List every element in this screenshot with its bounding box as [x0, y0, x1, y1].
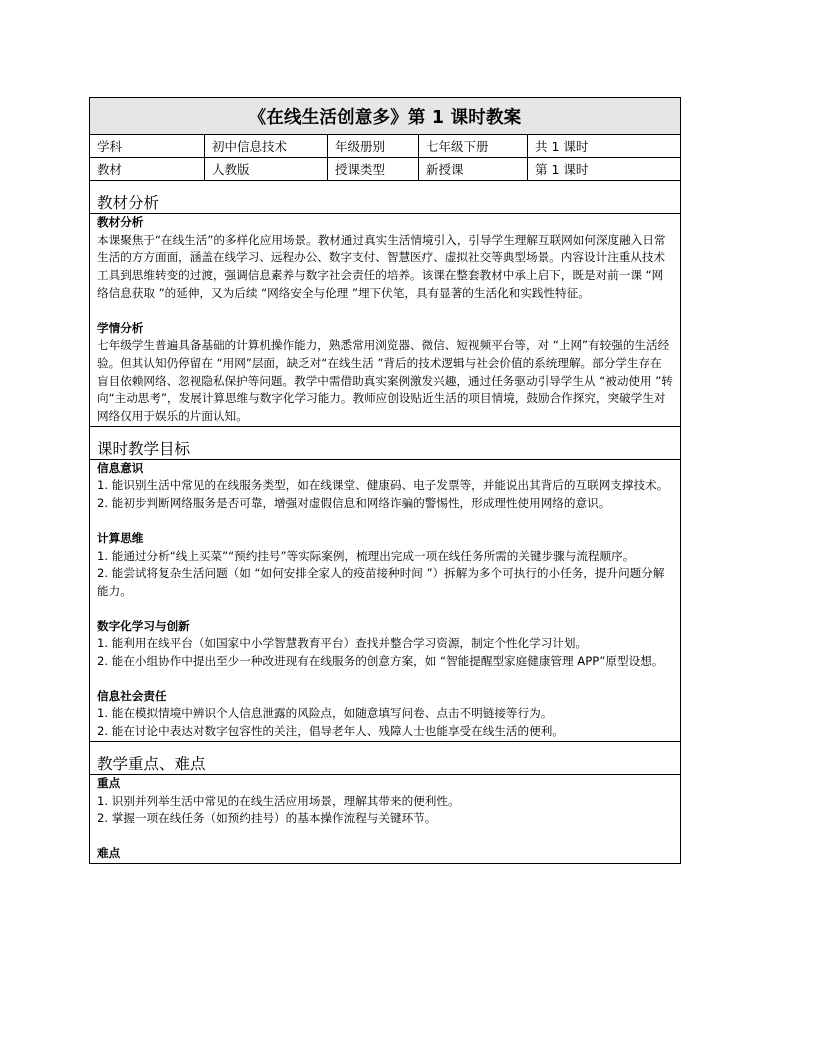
section-heading-keypoints: 教学重点、难点 [90, 741, 681, 774]
textbook-analysis-text: 本课聚焦于“在线生活”的多样化应用场景。教材通过真实生活情境引入，引导学生理解互联网如何深度融入日常生活的方方面面，涵盖在线学习、远程办公、数字支付、智慧医疗、虚拟社交等典型场景。内容设计注重从技术工具到思维转变的过渡，强调信息素养与数字社会责任的培养。该课在整套教材中承上启下，既是对前一课 “网络信息获取 ”的延伸，又为后续 “网络安全与伦理 ”埋下伏笔，具有显著的生活化和实践性特征。 [97, 232, 666, 300]
objective-item: 1. 能通过分析“线上买菜”“预约挂号”等实际案例，梳理出完成一项在线任务所需的关键步骤与流程顺序。 [97, 548, 635, 563]
learner-analysis-text: 七年级学生普遍具备基础的计算机操作能力，熟悉常用浏览器、微信、短视频平台等，对 “上网”有较强的生活经验。但其认知仍停留在 “用网”层面，缺乏对“在线生活 ”背后的技术逻辑与社会价值的系统理解。部分学生存在盲目依赖网络、忽视隐私保护等问题。教学中需借助真实案例激发兴趣，通过任务驱动引导学生从 “被动使用 ”转向“主动思考”，发展计算思维与数字化学习能力。教师应创设贴近生活的项目情境，鼓励合作探究，突破学生对网络仅用于娱乐的片面认知。 [97, 338, 673, 424]
info-cell: 授课类型 [328, 158, 419, 181]
section-heading-analysis: 教材分析 [90, 181, 681, 214]
objective-item: 1. 能利用在线平台（如国家中小学智慧教育平台）查找并整合学习资源，制定个性化学习计划。 [97, 636, 588, 651]
lesson-plan-table [89, 97, 681, 864]
info-cell: 新授课 [419, 158, 528, 181]
section-heading-objectives: 课时教学目标 [90, 426, 681, 459]
objective-item: 1. 能在模拟情境中辨识个人信息泄露的风险点，如随意填写问卷、点击不明链接等行为。 [97, 706, 553, 721]
info-cell: 学科 [90, 135, 205, 158]
info-cell: 教材 [90, 158, 205, 181]
info-row-1 [90, 135, 681, 158]
objectives-body [90, 459, 681, 741]
learner-analysis-title: 学情分析 [97, 320, 144, 335]
info-cell: 初中信息技术 [205, 135, 328, 158]
info-row-2 [90, 158, 681, 181]
focus-item: 2. 掌握一项在线任务（如预约挂号）的基本操作流程与关键环节。 [97, 811, 437, 826]
difficulty-title: 难点 [97, 845, 121, 860]
analysis-body [90, 214, 681, 427]
objective-group-title: 计算思维 [97, 530, 144, 545]
objective-item: 2. 能初步判断网络服务是否可靠，增强对虚假信息和网络诈骗的警惕性，形成理性使用网络的意识。 [97, 496, 611, 511]
focus-title: 重点 [97, 775, 121, 790]
objective-item: 2. 能在讨论中表达对数字包容性的关注，倡导老年人、残障人士也能享受在线生活的便利。 [97, 724, 564, 739]
page-title: 《在线生活创意多》第 1 课时教案 [90, 98, 681, 135]
objective-item: 2. 能在小组协作中提出至少一种改进现有在线服务的创意方案，如 “智能提醒型家庭健康管理 APP”原型设想。 [97, 654, 664, 669]
info-cell: 第 1 课时 [528, 158, 681, 181]
info-cell: 人教版 [205, 158, 328, 181]
objective-item: 1. 能识别生活中常见的在线服务类型，如在线课堂、健康码、电子发票等，并能说出其背后的互联网支撑技术。 [97, 478, 669, 493]
keypoints-body [90, 774, 681, 863]
focus-item: 1. 识别并列举生活中常见的在线生活应用场景，理解其带来的便利性。 [97, 793, 460, 808]
lesson-plan-page [89, 97, 680, 1056]
info-cell: 共 1 课时 [528, 135, 681, 158]
objective-group-title: 信息意识 [97, 460, 144, 475]
objective-item: 2. 能尝试将复杂生活问题（如 “如何安排全家人的疫苗接种时间 ”）拆解为多个可执行的小任务，提升问题分解能力。 [97, 566, 665, 598]
objective-group-title: 数字化学习与创新 [97, 618, 190, 633]
info-cell: 年级册别 [328, 135, 419, 158]
textbook-analysis-title: 教材分析 [97, 215, 144, 229]
info-cell: 七年级下册 [419, 135, 528, 158]
objective-group-title: 信息社会责任 [97, 688, 167, 703]
